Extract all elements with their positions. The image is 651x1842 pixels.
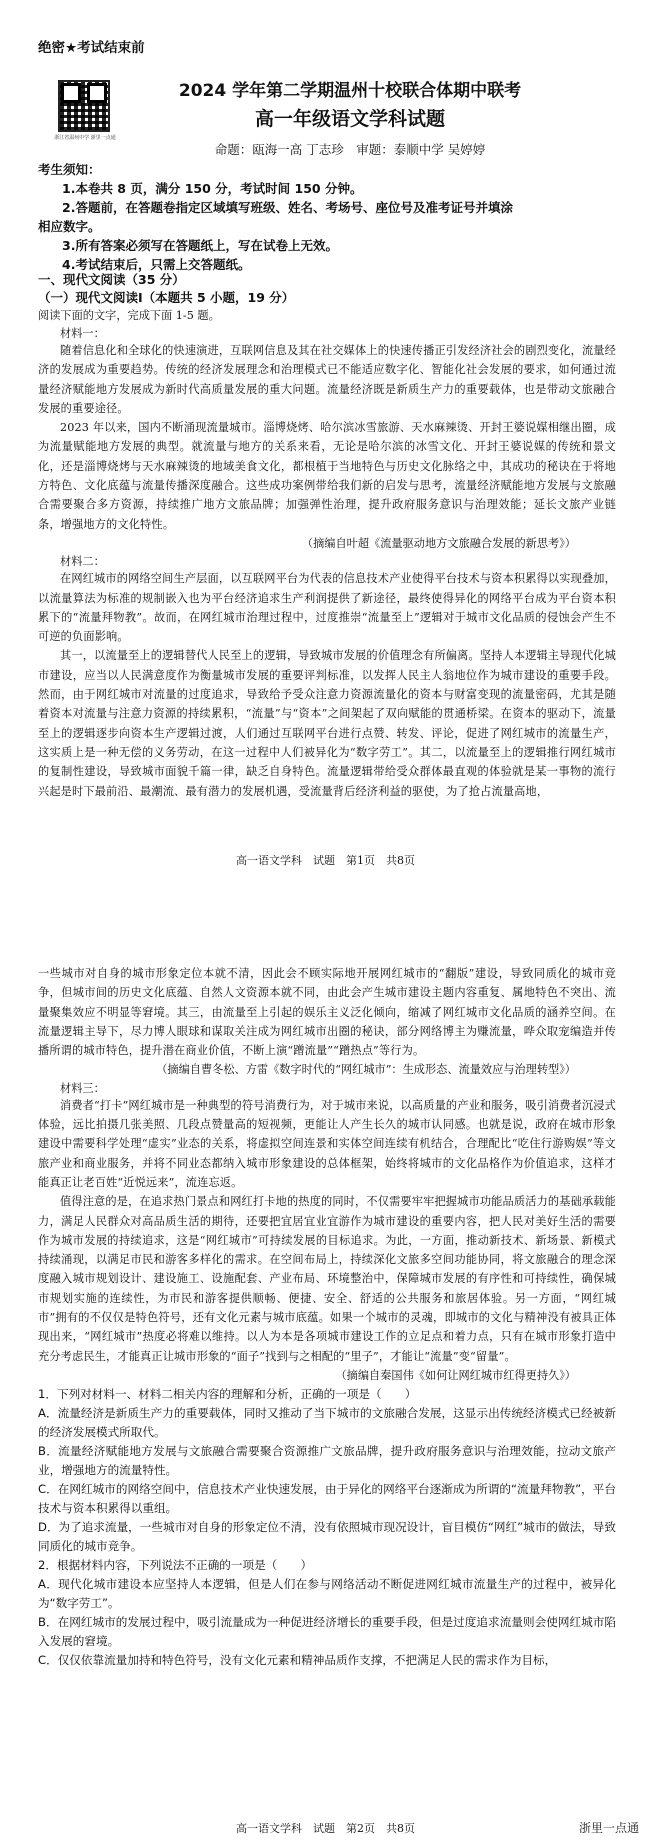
section-heading: 一、现代文阅读（35 分） (38, 272, 185, 287)
qr-code-icon (58, 80, 110, 132)
page-2-footer: 高一语文学科 试题 第2页 共8页 (236, 1822, 415, 1835)
question-2-option-a: A．现代化城市建设本应坚持人本逻辑，但是人们在参与网络活动不断促进网红城市流量生产的过程中，被异化为“数字劳工”。 (38, 1577, 616, 1611)
question-1-stem: 1．下列对材料一、材料二相关内容的理解和分析，正确的一项是（ ） (38, 1387, 417, 1402)
notice-item-4: 4.考试结束后，只需上交答题纸。 (62, 257, 251, 272)
reading-instruction: 阅读下面的文字，完成下面 1-5 题。 (38, 309, 220, 322)
material-2-source: （摘编自曹冬松、方雷《数字时代的“网红城市”：生成形态、流量效应与治理转型》） (156, 1063, 576, 1077)
exam-page-2 (0, 960, 651, 1842)
page-2-body (38, 964, 616, 1670)
material-1-para: 随着信息化和全球化的快速演进，互联网信息及其在社交媒体上的快速传播正引发经济社会的剧烈变化，流量经济的发展成为重要趋势。传统的经济发展理念和治理模式已不能适应数字化、智能化社会发展的要求，如何通过流量经济赋能地方发展成为新时代高质量发展的重大问题。流量经济既是新质生产力的重要载体，也是带动文旅融合发展的重要途径。 (38, 344, 616, 415)
material-2-label: 材料二： (60, 555, 105, 569)
qr-caption: 浙江省温州中学 浙里一点通 (54, 135, 116, 141)
material-3-label: 材料三： (60, 1081, 105, 1095)
material-1 (38, 325, 616, 801)
exam-title-line1: 2024 学年第二学期温州十校联合体期中联考 (178, 81, 522, 101)
notice-item-2-cont: 相应数字。 (38, 219, 101, 234)
material-3-source: （摘编自秦国伟《如何让网红城市红得更持久》） (335, 1368, 576, 1382)
question-1 (38, 1385, 616, 1556)
material-3-para: 消费者“打卡”网红城市是一种典型的符号消费行为，对于城市来说，以高质量的产业和服务，吸引消费者沉浸式体验，远比拍摄几张美照、几段点赞量高的短视频，更能让人产生长久的城市认同感。也就是说，政府在城市形象建设中需要科学处理“虚实”业态的关系，将虚拟空间连景和实体空间连续有机结合，合理配比“吃住行游购娱”等文旅产业和商业服务，并将不同业态都纳入城市形象建设的总体框架，始终将城市的文化品格作为价值追求，这样才能真正让老百姓“近悦远来”，流连忘返。 (38, 1098, 616, 1189)
exam-page-1 (0, 0, 651, 895)
notice-item-3: 3.所有答案必须写在答题纸上，写在试卷上无效。 (62, 238, 338, 253)
material-1-source: （摘编自叶超《流量驱动地方文旅融合发展的新思考》） (301, 536, 576, 550)
watermark-text: 浙里一点通 (578, 1821, 639, 1835)
question-1-option-b: B．流量经济赋能地方发展与文旅融合需要聚合资源推广文旅品牌，提升政府服务意识与治理效能，拉动文旅产业，增强地方的流量特性。 (38, 1444, 616, 1478)
exam-authors: 命题：瓯海一高 丁志珍 审题：泰顺中学 吴婷婷 (214, 142, 486, 157)
notice-item-1: 1.本卷共 8 页，满分 150 分，考试时间 150 分钟。 (62, 181, 363, 196)
material-2-para: 其一，以流量至上的逻辑替代人民至上的逻辑，导致城市发展的价值理念有所偏离。坚持人本逻辑主导现代化城市建设，应当以人民满意度作为衡量城市发展的重要评判标准，以发挥人民主人翁地位作为城市建设的重要手段。然而，由于网红城市对流量的过度追求，导致给予受众注意力资源流量化的资本与财富变现的流量密码，尤其是随着资本对流量与注意力资源的持续累积，“流量”与“资本”之间架起了双向赋能的贯通桥梁。在资本的驱动下，流量至上的逻辑逐步向资本生产逻辑过渡，人们通过互联网平台进行点赞、转发、评论，促进了网红城市的流量生产，这实质上是一种无偿的义务劳动，在这一过程中人们被异化为“数字劳工”。其二，以流量至上的逻辑推行网红城市的复制性建设，导致城市面貌千篇一律，缺乏自身特色。流量逻辑带给受众群体最直观的体验就是某一事物的流行兴起是时下最前沿、最潮流、最有潜力的发展机遇，受流量背后经济利益的驱使，为了抢占流量高地， (38, 649, 616, 798)
confidential-mark: 绝密★考试结束前 (38, 40, 145, 56)
material-1-para: 2023 年以来，国内不断涌现流量城市。淄博烧烤、哈尔滨冰雪旅游、天水麻辣烫、开封王婆说媒相继出圈，成为流量赋能地方发展的典型。就流量与地方的关系来看，无论是哈尔滨的冰雪文化、开封王婆说媒的传统和景文化，还是淄博烧烤与天水麻辣烫的地域美食文化，都根植于当地特色与历史文化脉络之中，其成功的秘诀在于将地方特色、文化底蕴与流量传播深度融合。这些成功案例带给我们新的启发与思考，流量经济赋能地方发展与文旅融合需要聚合多方资源，持续推广地方文旅品牌；加强弹性治理，提升政府服务意识与治理效能；延长文旅产业链条，增强地方的文化特性。 (38, 421, 616, 531)
material-2-continued: 一些城市对自身的城市形象定位本就不清，因此会不顾实际地开展网红城市的“翻版”建设，导致同质化的城市竞争，但城市间的历史文化底蕴、自然人文资源本就不同，由此会产生城市建设主题内容重复、属地特色不突出、流量聚集效应不明显等窘境。其三，由流量至上引起的娱乐主义泛化倾向，缩减了网红城市文化品质的涵养空间。在流量逻辑主导下，尽力博人眼球和谋取关注成为网红城市出圈的秘诀，部分网络博主为赚流量，哗众取宠编造并传播所谓的城市特色，提升潜在商业价值，不断上演“蹭流量”“蹭热点”等行为。 (38, 967, 616, 1058)
page-1-footer: 高一语文学科 试题 第1页 共8页 (236, 854, 415, 867)
material-1-label: 材料一： (60, 327, 105, 340)
notice-item-2: 2.答题前，在答题卷指定区域填写班级、姓名、考场号、座位号及准考证号并填涂 (62, 200, 513, 215)
question-1-option-a: A．流量经济是新质生产力的重要载体，同时又推动了当下城市的文旅融合发展，这显示出传统经济模式已经被新的经济发展模式所取代。 (38, 1406, 616, 1440)
material-2-para: 在网红城市的网络空间生产层面，以互联网平台为代表的信息技术产业使得平台技术与资本积累得以实现叠加，以流量算法为标准的规制嵌入也为平台经济追求生产利润提供了新途径，最终使得异化的网络平台成为平台资本积累下的“流量拜物教”。故而，在网红城市治理过程中，过度推崇“流量至上”逻辑对于城市文化品质的侵蚀会产生不可逆的负面影响。 (38, 572, 616, 644)
page-gap (0, 895, 651, 960)
question-1-option-c: C．在网红城市的网络空间中，信息技术产业快速发展，由于异化的网络平台逐渐成为所谓的“流量拜物教”，平台技术与资本积累得以重组。 (38, 1482, 616, 1516)
exam-notice (38, 160, 616, 274)
question-2-option-b: B．在网红城市的发展过程中，吸引流量成为一种促进经济增长的重要手段，但是过度追求流量则会使网红城市陷入发展的窘境。 (38, 1615, 616, 1649)
notice-heading: 考生须知： (38, 162, 101, 177)
question-1-option-d: D．为了追求流量，一些城市对自身的形象定位不清，没有依照城市现况设计，盲目模仿“网红”城市的做法，导致同质化的城市竞争。 (38, 1520, 616, 1554)
material-3-para: 值得注意的是，在追求热门景点和网红打卡地的热度的同时，不仅需要牢牢把握城市功能品质活力的基础承载能力，满足人民群众对高品质生活的期待，还要把宜居宜业宜游作为城市建设的重要内容，把人民对美好生活的需要作为城市发展的持续追求，这是“网红城市”可持续发展的目标追求。为此，一方面，推动新技术、新场景、新模式持续涌现，以满足市民和游客多样化的需求。在空间布局上，持续深化文旅多空间功能协同，将文旅融合的理念深度融入城市规划设计、建设施工、设施配套、产业布局、环境整治中，保障城市发展的有序性和可持续性，确保城市规划实施的连续性，为市民和游客提供顺畅、便捷、安全、舒适的公共服务和旅居体验。另一方面，“网红城市”拥有的不仅仅是特色符号，还有文化元素与城市底蕴。如果一个城市的灵魂，即城市的文化与精神没有被具正体现出来，“网红城市”热度必将难以维持。以人为本是各项城市建设工作的立足点和着力点，只有在城市形象打造中充分考虑民生，才能真正让城市形象的“面子”找到与之相配的“里子”，才能让“流量”变“留量”。 (38, 1195, 616, 1363)
question-2-option-c: C．仅仅依靠流量加持和特色符号，没有文化元素和精神品质作支撑，不把满足人民的需求作为目标， (38, 1653, 557, 1668)
exam-title-line2: 高一年级语文学科试题 (254, 108, 445, 130)
question-2-stem: 2．根据材料内容，下列说法不正确的一项是（ ） (38, 1558, 313, 1573)
subsection-heading: （一）现代文阅读Ⅰ（本题共 5 小题，19 分） (38, 290, 295, 305)
question-2 (38, 1556, 616, 1670)
